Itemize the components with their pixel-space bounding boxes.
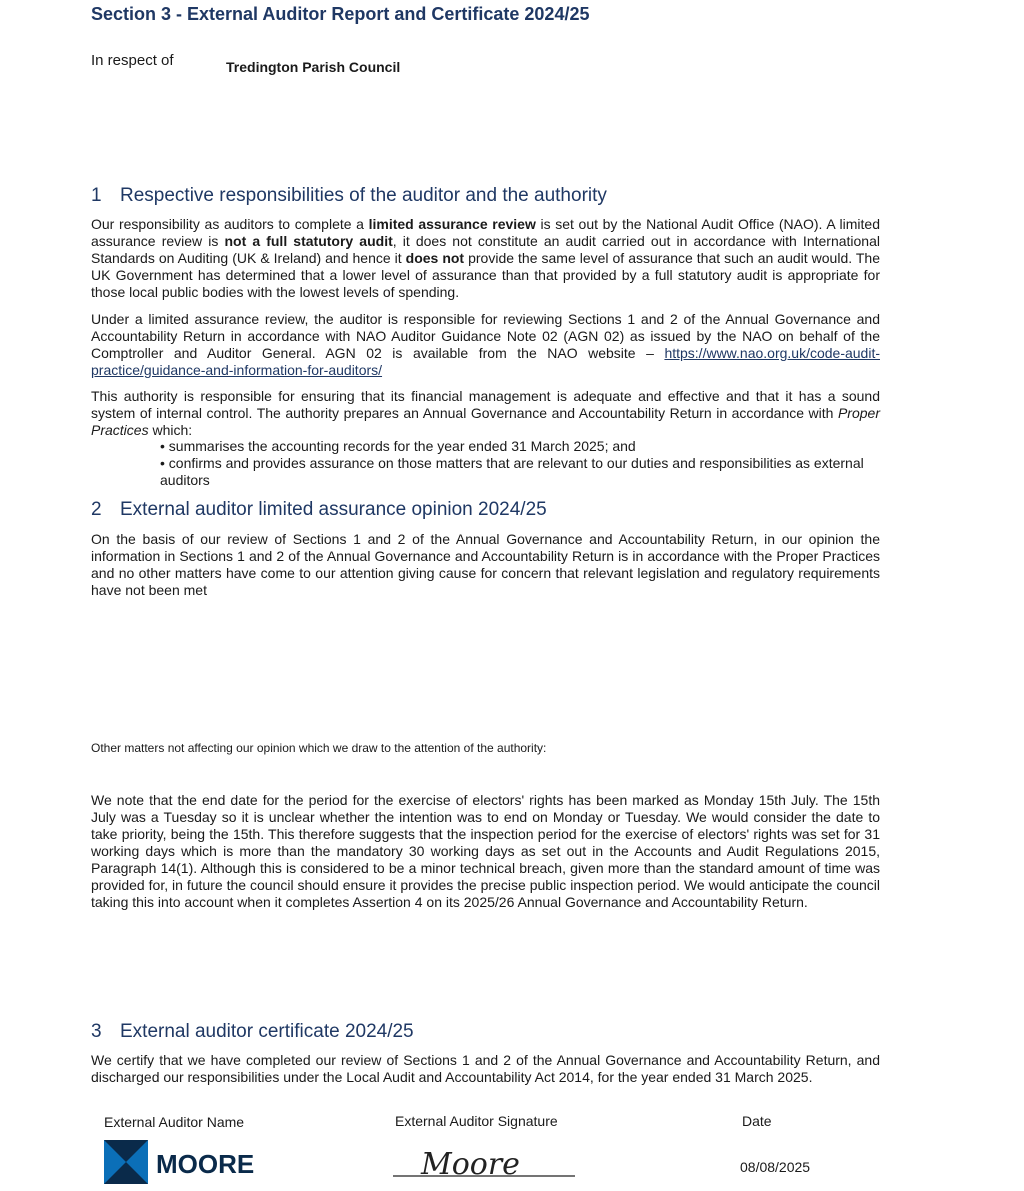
opinion-paragraph: On the basis of our review of Sections 1 and 2 of the Annual Governance and Accountability Return, in our opinion the information in Sections 1 and 2 of the Annual Governance and Accountability Return is in accordance with the Proper Practices and no other matters have come to our attention giving cause for concern that relevant legislation and regulatory requirements have not been met [91,531,880,598]
p3-proper-practices: Proper Practices [91,405,880,438]
section-1-title: Respective responsibilities of the auditor and the authority [120,185,607,206]
in-respect-of-label: In respect of [91,52,174,69]
certificate-paragraph: We certify that we have completed our review of Sections 1 and 2 of the Annual Governance and Accountability Return, and discharged our responsibilities under the Local Audit and Accountability Act 2014, for the year ended 31 March 2025. [91,1052,880,1085]
other-matters-paragraph: We note that the end date for the period for the exercise of electors' rights has been marked as Monday 15th July. The 15th July was a Tuesday so it is unclear whether the intention was to end on Monday or Tuesday. We would consider the date to take priority, being the 15th. This therefore suggests that the inspection period for the exercise of electors' rights was set for 31 working days which is more than the mandatory 30 working days as set out in the Accounts and Audit Regulations 2015, Paragraph 14(1). Although this is considered to be a minor technical breach, given more than the standard amount of time was provided for, in future the council should ensure it provides the precise public inspection period. We would anticipate the council taking this into account when it completes Assertion 4 on its 2025/26 Annual Governance and Accountability Return. [91,792,880,910]
other-matters-label: Other matters not affecting our opinion which we draw to the attention of the authority: [91,741,547,755]
p2-text: Under a limited assurance review, the auditor is responsible for reviewing Sections 1 and 2 of the Annual Governance and Accountability Return in accordance with NAO Auditor Guidance Note 02 (AGN 02) as issued by the NAO on behalf of the Comptroller and Auditor General. AGN 02 is available from the NAO website – [91,311,880,361]
responsibility-bullets [160,438,880,489]
section-1-number: 1 [91,185,102,206]
logo-text: MOORE [156,1149,255,1179]
p1-bold-not-full-audit: not a full statutory audit [224,233,393,249]
p1-text-e: provide the same level of assurance that such an audit would. The UK Government has determined that a lower level of assurance than that provided by a full statutory audit is appropriate for those local public bodies with the lowest levels of spending. [91,250,881,300]
section-1-paragraph-1 [91,216,880,301]
section-2-number: 2 [91,499,102,520]
auditor-signature [393,1138,578,1186]
p3-tail: which: [148,422,193,438]
signoff-date: 08/08/2025 [740,1159,811,1175]
section-3-number: 3 [91,1021,102,1042]
council-name: Tredington Parish Council [226,59,401,75]
nao-guidance-link[interactable]: https://www.nao.org.uk/code-audit-practice/guidance-and-information-for-auditors/ [91,345,880,378]
section-2-heading [91,499,547,521]
p1-bold-limited-assurance: limited assurance review [368,216,536,232]
auditor-name-label: External Auditor Name [104,1114,245,1130]
auditor-logo [104,1138,274,1186]
section-1-heading [91,185,607,207]
p1-text-d: , it does not constitute an audit carried out in accordance with International Standards on Auditing (UK & Ireland) and hence it [91,233,880,266]
p1-text-c: is set out by the National Audit Office (NAO). A limited assurance review is [91,216,880,249]
section-2-title: External auditor limited assurance opinion 2024/25 [120,499,547,520]
section-3-title: External auditor certificate 2024/25 [120,1021,414,1042]
bullet-item: • summarises the accounting records for the year ended 31 March 2025; and [160,438,636,454]
p3-text: This authority is responsible for ensuring that its financial management is adequate and effective and that it has a sound system of internal control. The authority prepares an Annual Governance and Accountability Return in accordance with [91,388,880,421]
moore-logo-icon [104,1138,274,1186]
date-label: Date [742,1113,772,1129]
signature-icon [393,1138,578,1186]
signature-text: Moore [421,1147,520,1182]
p1-bold-does-not: does not [405,250,465,266]
section-1-paragraph-2 [91,311,880,379]
auditor-signature-label: External Auditor Signature [395,1113,558,1129]
section-1-paragraph-3 [91,388,880,439]
bullet-item: • confirms and provides assurance on those matters that are relevant to our duties and responsibilities as external auditors [160,455,864,488]
section-3-heading [91,1021,414,1043]
p1-text-a: Our responsibility as auditors to complete a [91,216,369,232]
page-title: Section 3 - External Auditor Report and Certificate 2024/25 [91,4,590,24]
